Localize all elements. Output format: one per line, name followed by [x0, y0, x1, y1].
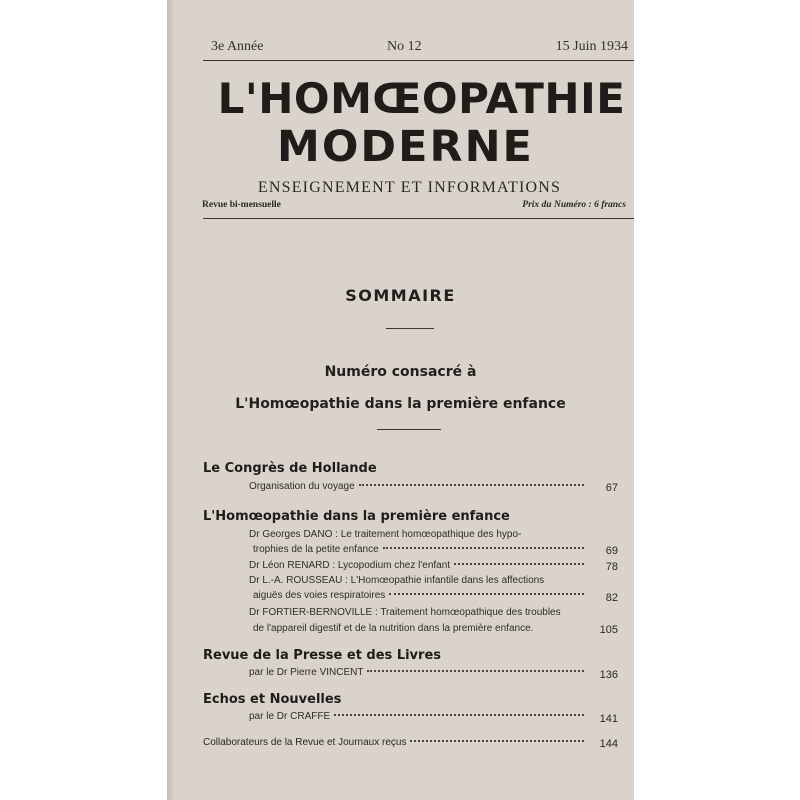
publication-frequency: Revue bi-mensuelle	[202, 200, 281, 210]
page-number: 67	[605, 482, 618, 494]
issue-date: 15 Juin 1934	[555, 39, 628, 54]
section-title: Echos et Nouvelles	[203, 692, 342, 707]
entry-text: Dr Léon RENARD : Lycopodium chez l'enfant	[249, 560, 451, 571]
entry-text: aiguës des voies respiratoires	[253, 590, 386, 601]
entry-text: trophies de la petite enfance	[253, 544, 379, 555]
entry-text: par le Dr Pierre VINCENT	[249, 667, 364, 678]
entry-text: Collaborateurs de la Revue et Journaux reçus	[203, 737, 407, 748]
toc-entry-line: Dr FORTIER-BERNOVILLE : Traitement homœopathique des troubles	[249, 607, 561, 618]
toc-entry-line: Dr L.-A. ROUSSEAU : L'Homœopathie infantile dans les affections	[249, 575, 545, 586]
dedication-line-2: L'Homœopathie dans la première enfance	[235, 396, 566, 412]
issue-number: No 12	[387, 39, 422, 54]
toc-entry	[253, 544, 618, 555]
dot-leader	[359, 484, 584, 486]
toc-entry-line: de l'appareil digestif et de la nutrition dans la première enfance.	[253, 623, 534, 634]
toc-entry	[249, 560, 618, 571]
toc-entry-line: Dr Georges DANO : Le traitement homœopathique des hypo-	[249, 529, 522, 540]
heading-divider	[386, 328, 434, 329]
toc-entry	[249, 711, 618, 722]
page-number: 136	[599, 669, 618, 681]
dot-leader	[389, 593, 584, 595]
page-number: 105	[599, 624, 618, 636]
dot-leader	[383, 547, 584, 549]
masthead-rule	[203, 218, 634, 219]
dot-leader	[367, 670, 584, 672]
section-title: Revue de la Presse et des Livres	[203, 648, 441, 663]
toc-entry	[249, 481, 618, 492]
journal-subtitle: ENSEIGNEMENT ET INFORMATIONS	[257, 179, 562, 196]
page-number: 144	[599, 738, 618, 750]
journal-title-line-1: L'HOMŒOPATHIE	[217, 74, 626, 123]
page-number: 82	[605, 592, 618, 604]
journal-title-line-2: MODERNE	[277, 122, 534, 172]
entry-text: Organisation du voyage	[249, 481, 355, 492]
contents-heading: SOMMAIRE	[345, 286, 456, 305]
toc-entry	[203, 737, 618, 748]
page-number: 78	[605, 561, 618, 573]
dedication-divider	[377, 429, 441, 430]
dot-leader	[454, 563, 584, 565]
entry-text: par le Dr CRAFFE	[249, 711, 331, 722]
dedication-line-1: Numéro consacré à	[324, 364, 477, 380]
issue-price: Prix du Numéro : 6 francs	[522, 200, 626, 210]
section-title: L'Homœopathie dans la première enfance	[203, 509, 510, 524]
section-title: Le Congrès de Hollande	[203, 461, 377, 476]
dot-leader	[410, 740, 584, 742]
dot-leader	[334, 714, 584, 716]
toc-entry	[249, 667, 618, 678]
header-rule	[203, 60, 634, 61]
magazine-page	[167, 0, 634, 800]
toc-entry	[253, 590, 618, 601]
page-number: 141	[599, 713, 618, 725]
page-number: 69	[605, 545, 618, 557]
issue-year: 3e Année	[211, 39, 264, 54]
